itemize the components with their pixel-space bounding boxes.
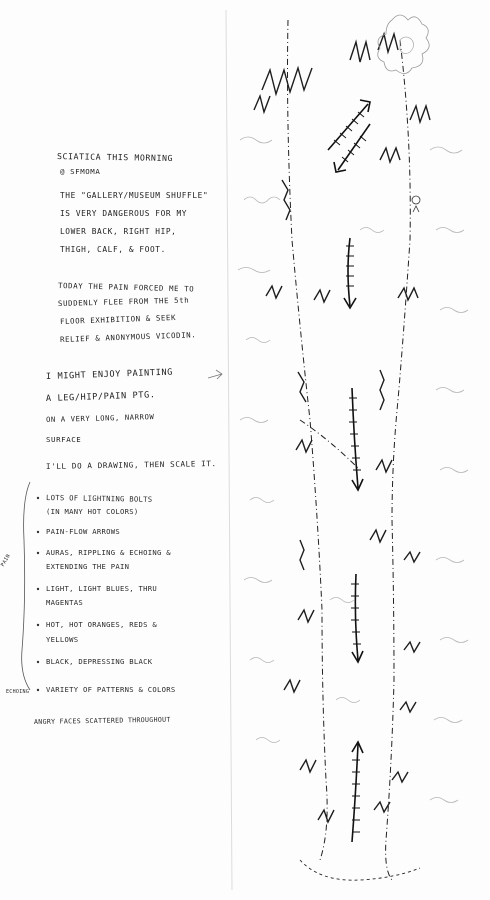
note-paragraph-2-line-2: SUDDENLY FLEE FROM THE 5th: [57, 295, 190, 308]
hip-cloud: [378, 15, 429, 74]
hip-cloud-inner: [400, 37, 414, 54]
note-paragraph-3-line-2: A LEG/HIP/PAIN PTG.: [45, 390, 156, 404]
bullet-blues-line-1: LIGHT, LIGHT BLUES, THRU: [46, 584, 158, 593]
note-paragraph-3-line-4: SURFACE: [46, 435, 82, 444]
note-arrow: [208, 370, 222, 379]
note-footer: ANGRY FACES SCATTERED THROUGHOUT: [33, 715, 171, 726]
bullet-markers: [37, 497, 39, 691]
lightning-bolts: [254, 34, 430, 822]
bullet-pain-flow: PAIN-FLOW ARROWS: [46, 527, 121, 536]
foot-outline: [300, 860, 420, 880]
bullet-variety: VARIETY OF PATTERNS & COLORS: [46, 685, 176, 694]
note-paragraph-2-line-3: FLOOR EXHIBITION & SEEK: [59, 312, 177, 326]
note-paragraph-4: I'LL DO A DRAWING, THEN SCALE IT.: [45, 459, 217, 471]
note-paragraph-2-line-4: RELIEF & ANONYMOUS VICODIN.: [59, 330, 197, 344]
bullet-lightning-line-2: (IN MANY HOT COLORS): [46, 507, 139, 516]
note-title-line-2: @ SFMOMA: [60, 167, 101, 176]
note-paragraph-3-line-1: I MIGHT ENJOY PAINTING: [45, 367, 174, 382]
note-paragraph-1-line-3: LOWER BACK, RIGHT HIP,: [60, 227, 177, 236]
bullet-auras-line-1: AURAS, RIPPLING & ECHOING &: [46, 548, 171, 557]
list-bracket: [22, 482, 30, 690]
margin-note-echoing: ECHOING: [6, 689, 30, 695]
note-paragraph-2-line-1: TODAY THE PAIN FORCED ME TO: [57, 281, 195, 294]
page-fold-line: [226, 10, 232, 890]
bullet-hot-colors-line-2: YELLOWS: [46, 635, 79, 644]
pain-flow-arrows: [328, 100, 370, 842]
bullet-black: BLACK, DEPRESSING BLACK: [46, 657, 153, 666]
note-paragraph-3-line-3: ON A VERY LONG, NARROW: [45, 412, 155, 424]
pain-flow-hatching: [334, 112, 366, 832]
bullet-lightning-line-1: LOTS OF LIGHTNING BOLTS: [45, 493, 153, 504]
note-paragraph-1-line-4: THIGH, CALF, & FOOT.: [60, 245, 166, 254]
bullet-hot-colors-line-1: HOT, HOT ORANGES, REDS &: [46, 620, 158, 629]
note-paragraph-1-line-2: IS VERY DANGEROUS FOR MY: [60, 209, 188, 218]
note-paragraph-1-line-1: THE "GALLERY/MUSEUM SHUFFLE": [60, 191, 209, 200]
margin-note-pain: PAIN: [0, 553, 12, 568]
bullet-blues-line-2: MAGENTAS: [46, 598, 84, 607]
bullet-auras-line-2: EXTENDING THE PAIN: [46, 562, 130, 571]
angry-face-doodle: [412, 196, 420, 212]
note-title-line-1: SCIATICA THIS MORNING: [56, 151, 174, 164]
